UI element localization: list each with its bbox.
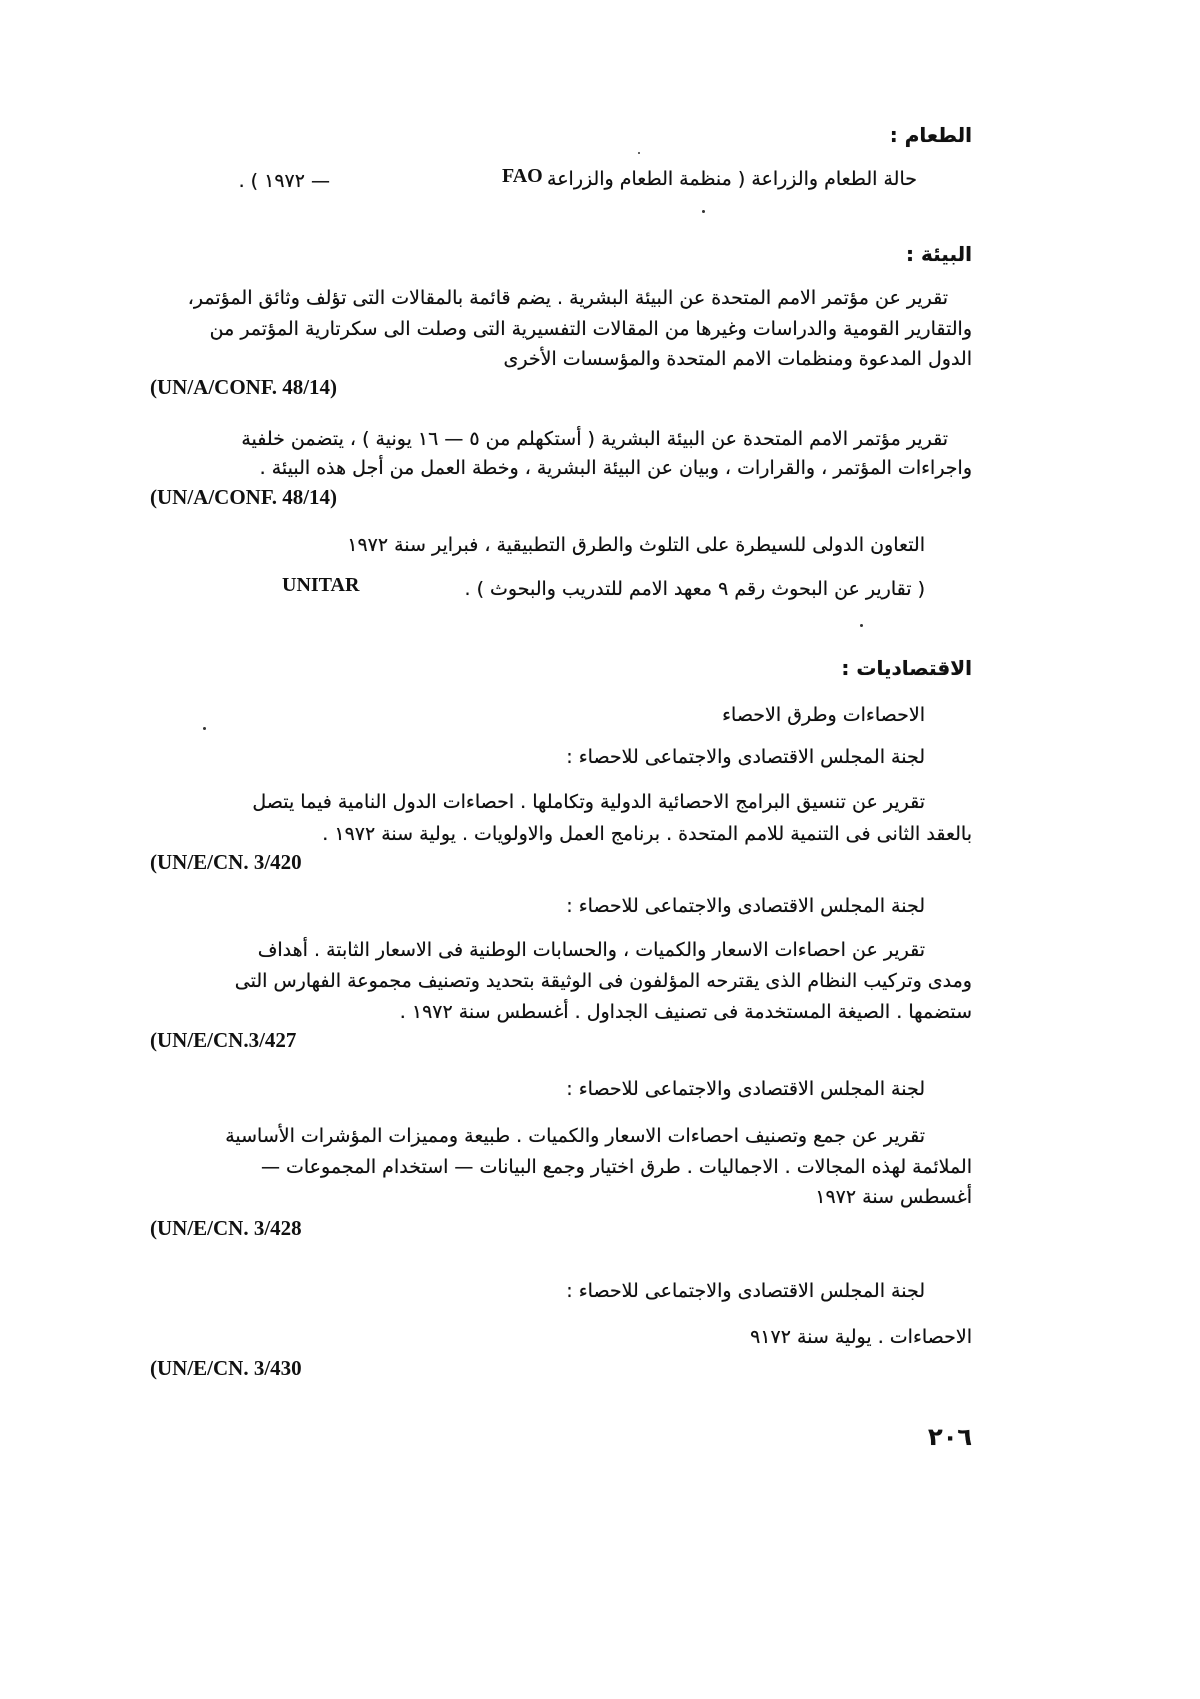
economics-entry-2-committee: لجنة المجلس الاقتصادى والاجتماعى للاحصاء :: [566, 895, 925, 917]
page-number: ٢٠٦: [928, 1423, 972, 1451]
section-heading-environment: البيئة :: [906, 242, 972, 266]
environment-entry-1-line-3: الدول المدعوة ومنظمات الامم المتحدة والمؤسسات الأخرى: [503, 348, 972, 370]
economics-entry-1-line-2: بالعقد الثانى فى التنمية للامم المتحدة . برنامج العمل والاولويات . يولية سنة ١٩٧٢ .: [322, 823, 972, 845]
food-entry-text: حالة الطعام والزراعة ( منظمة الطعام والزراعة: [547, 168, 917, 190]
section-heading-food: الطعام :: [889, 123, 972, 147]
environment-entry-3-line-2: ( تقارير عن البحوث رقم ٩ معهد الامم للتدريب والبحوث ) .: [464, 578, 925, 600]
economics-entry-3-line-2: الملائمة لهذه المجالات . الاجماليات . طرق اختيار وجمع البيانات — استخدام المجموعات —: [260, 1156, 972, 1178]
scan-speck: [638, 152, 640, 154]
economics-entry-4-line-1: الاحصاءات . يولية سنة ٩١٧٢: [750, 1326, 972, 1348]
environment-entry-3-org: UNITAR: [282, 574, 360, 596]
economics-entry-3-line-1: تقرير عن جمع وتصنيف احصاءات الاسعار والكميات . طبيعة ومميزات المؤشرات الأساسية: [225, 1125, 925, 1147]
economics-entry-1-committee: لجنة المجلس الاقتصادى والاجتماعى للاحصاء :: [566, 746, 925, 768]
economics-subheading: الاحصاءات وطرق الاحصاء: [722, 704, 925, 726]
economics-entry-2-line-3: ستضمها . الصيغة المستخدمة فى تصنيف الجداول . أغسطس سنة ١٩٧٢ .: [399, 1001, 972, 1023]
environment-entry-2-line-1: تقرير مؤتمر الامم المتحدة عن البيئة البشرية ( أستكهلم من ٥ — ١٦ يونية ) ، يتضمن خلفية: [241, 428, 948, 450]
economics-entry-3-line-3: أغسطس سنة ١٩٧٢: [815, 1186, 972, 1208]
food-entry-org: FAO: [502, 165, 543, 187]
environment-entry-1-symbol: (UN/A/CONF. 48/14): [150, 375, 338, 399]
environment-entry-2-symbol: (UN/A/CONF. 48/14): [150, 485, 338, 509]
environment-entry-1-line-1: تقرير عن مؤتمر الامم المتحدة عن البيئة البشرية . يضم قائمة بالمقالات التى تؤلف وثائق المؤتمر،: [187, 287, 948, 309]
economics-entry-2-symbol: (UN/E/CN.3/427: [150, 1028, 297, 1052]
environment-entry-1-line-2: والتقارير القومية والدراسات وغيرها من المقالات التفسيرية التى وصلت الى سكرتارية المؤتمر من: [209, 318, 972, 340]
economics-entry-4-symbol: (UN/E/CN. 3/430: [150, 1356, 302, 1380]
economics-entry-4-committee: لجنة المجلس الاقتصادى والاجتماعى للاحصاء :: [566, 1280, 925, 1302]
scan-speck: [702, 210, 705, 213]
scan-speck: [860, 624, 863, 627]
economics-entry-1-symbol: (UN/E/CN. 3/420: [150, 850, 302, 874]
economics-entry-3-symbol: (UN/E/CN. 3/428: [150, 1216, 302, 1240]
economics-entry-2-line-1: تقرير عن احصاءات الاسعار والكميات ، والحسابات الوطنية فى الاسعار الثابتة . أهداف: [257, 939, 925, 961]
environment-entry-2-line-2: واجراءات المؤتمر ، والقرارات ، وبيان عن البيئة البشرية ، وخطة العمل من أجل هذه البيئة .: [259, 457, 972, 479]
economics-entry-1-line-1: تقرير عن تنسيق البرامج الاحصائية الدولية وتكاملها . احصاءات الدول النامية فيما يتصل: [252, 791, 925, 813]
food-entry-year: — ١٩٧٢ ) .: [238, 170, 330, 192]
section-heading-economics: الاقتصاديات :: [841, 656, 972, 680]
scan-speck: [203, 727, 206, 730]
economics-entry-3-committee: لجنة المجلس الاقتصادى والاجتماعى للاحصاء :: [566, 1078, 925, 1100]
environment-entry-3-line-1: التعاون الدولى للسيطرة على التلوث والطرق التطبيقية ، فبراير سنة ١٩٧٢: [347, 534, 925, 556]
economics-entry-2-line-2: ومدى وتركيب النظام الذى يقترحه المؤلفون فى الوثيقة بتحديد وتصنيف مجموعة الفهارس التى: [234, 970, 972, 992]
